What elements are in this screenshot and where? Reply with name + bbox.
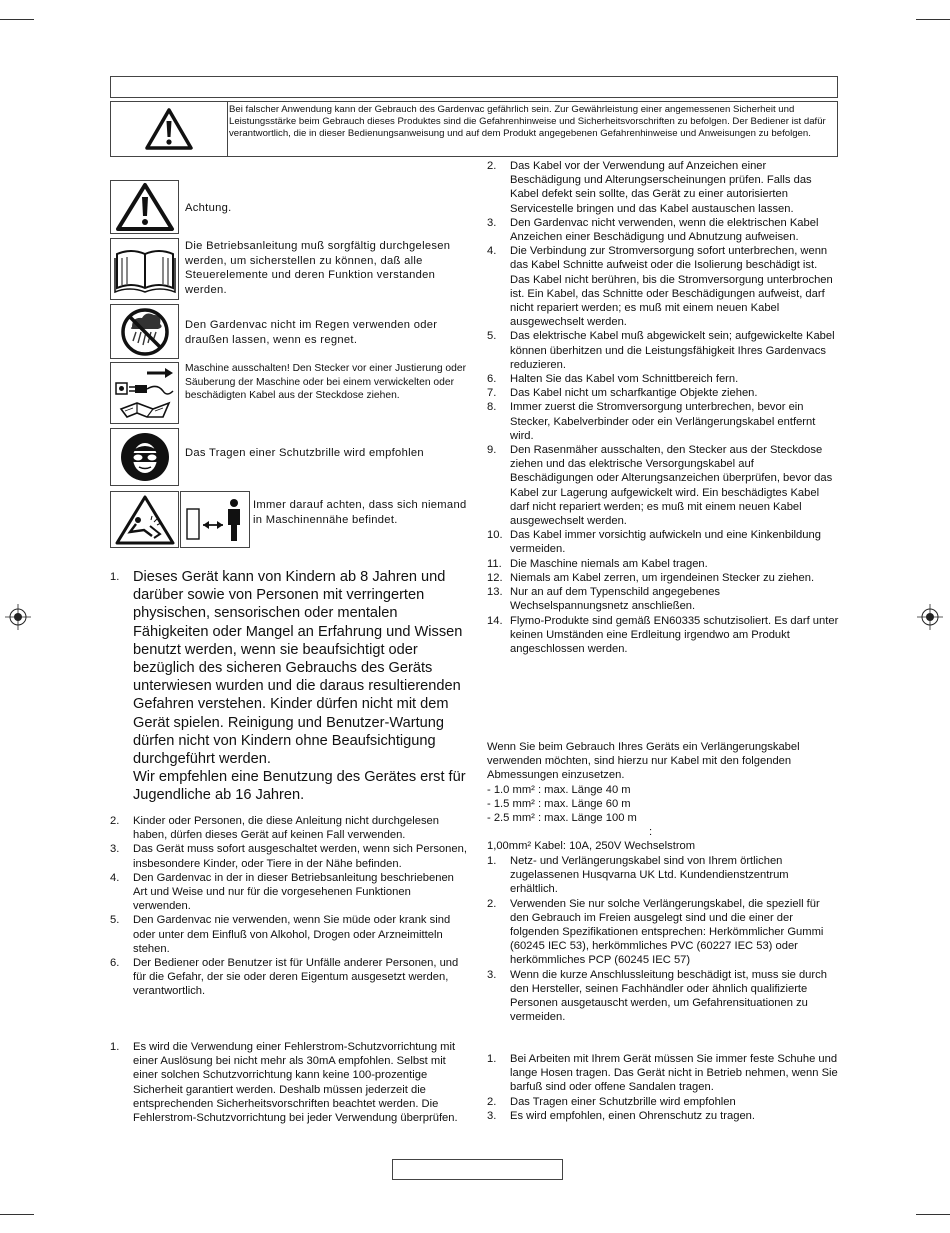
- registration-mark-icon: [5, 604, 31, 630]
- symbol-hazard: [110, 491, 179, 548]
- protective-clothing-list: [487, 1052, 839, 1123]
- symbol-distance: [180, 491, 250, 548]
- crop-mark: [916, 1214, 950, 1215]
- list-item: 3. Es wird empfohlen, einen Ohrenschutz zu tragen.: [487, 1109, 756, 1122]
- list-item: 8. Immer zuerst die Stromversorgung unterbrechen, bevor ein Stecker, Kabelverbinder oder ein Verlängerungskabel entfernt wird.: [487, 401, 816, 442]
- symbol-goggles-text: Das Tragen einer Schutzbrille wird empfohlen: [185, 447, 424, 459]
- list-item: 5. Das elektrische Kabel muß abgewickelt sein; aufgewickelte Kabel können überhitzen und die Leistungsfähigkeit Ihres Gardenvacs reduzieren.: [487, 330, 835, 371]
- list-item: 1. Netz- und Verlängerungskabel sind von Ihrem örtlichen zugelassenen Husqvarna UK Ltd. Kundendienstzentrum erhältlich.: [487, 855, 789, 896]
- extension-size-1: - 1.0 mm² : max. Länge 40 m: [487, 784, 631, 796]
- electrical-safety-list: [110, 1040, 470, 1125]
- general-warning-text: Bei falscher Anwendung kann der Gebrauch des Gardenvac gefährlich sein. Zur Gewährleistung einer angemessenen Sicherheit und Leistungsstärke beim Gebrauch dieses Produktes sind die Gefahrenhinweise und Sicherheitsvorschriften zu befolgen. Der Bediener ist dafür verantwortlich, die in dieser Bedienungsanweisung und auf dem Produkt angegebenen Gefahrenhinweise und Anweisungen zu befolgen.: [229, 104, 826, 140]
- list-item: 5. Den Gardenvac nie verwenden, wenn Sie müde oder krank sind oder unter dem Einfluß von Alkohol, Drogen oder Arzneimitteln stehen.: [110, 914, 451, 955]
- list-item: 2. Das Tragen einer Schutzbrille wird empfohlen: [487, 1095, 736, 1108]
- warning-triangle-icon: [145, 108, 193, 150]
- symbol-unplug: [110, 362, 179, 424]
- list-item: 6. Der Bediener oder Benutzer ist für Unfälle anderer Personen, und für die Gefahr, der sie oder deren Eigentum ausgesetzt werden, verantwortlich.: [110, 957, 459, 998]
- unplug-icon: [113, 365, 177, 421]
- symbol-goggles: [110, 428, 179, 486]
- crop-mark: [916, 19, 950, 20]
- page-number-box: [392, 1159, 563, 1180]
- symbol-manual-text: Die Betriebsanleitung muß sorgfältig durchgelesen werden, um sicherstellen zu können, daß alle Steuerelemente und deren Funktion verstanden werden.: [185, 240, 451, 296]
- symbol-warning: [110, 180, 179, 234]
- list-item: 1. Bei Arbeiten mit Ihrem Gerät müssen Sie immer feste Schuhe und lange Hosen tragen. Das Gerät nicht in Betrieb nehmen, wenn Sie barfuß sind oder offene Sandalen tragen.: [487, 1053, 838, 1094]
- extension-size-3: - 2.5 mm² : max. Länge 100 m: [487, 812, 637, 824]
- symbol-no-rain-text: Den Gardenvac nicht im Regen verwenden oder draußen lassen, wenn es regnet.: [185, 319, 438, 346]
- cable-spec: 1,00mm² Kabel: 10A, 250V Wechselstrom: [487, 840, 696, 852]
- list-item: 4. Den Gardenvac in der in dieser Betriebsanleitung beschriebenen Art und Weise und nur für die vorgesehenen Funktionen verwenden.: [110, 871, 454, 913]
- warning-triangle-icon: [115, 182, 175, 232]
- section-header-bar: [110, 76, 838, 98]
- crop-mark: [0, 19, 34, 20]
- list-item: 10. Das Kabel immer vorsichtig aufwickeln und eine Kinkenbildung vermeiden.: [487, 529, 821, 556]
- list-item: 2. Verwenden Sie nur solche Verlängerungskabel, die speziell für den Gebrauch im Freien ausgelegt sind und die einer der folgenden Spezifikationen entsprechen: Herkömmlicher Gummi (60245 IEC 53), herkömmliches PVC (60227 IEC 53) oder herkömmliches PCP (60245 IEC 57): [487, 897, 824, 967]
- warning-icon-cell: [111, 102, 228, 156]
- list-item: 12. Niemals am Kabel zerren, um irgendeinen Stecker zu ziehen.: [487, 571, 815, 584]
- general-safety-list: [110, 568, 470, 805]
- general-warning-box: [110, 101, 838, 157]
- list-item: 3. Wenn die kurze Anschlussleitung beschädigt ist, muss sie durch den Hersteller, seinen Fachhändler oder ähnlich qualifizierte Personen ausgetauscht werden, um Gefahrensituationen zu vermeiden.: [487, 968, 827, 1024]
- list-item: 7. Das Kabel nicht um scharfkantige Objekte ziehen.: [487, 387, 758, 400]
- list-item: 3. Das Gerät muss sofort ausgeschaltet werden, wenn sich Personen, insbesondere Kinder, oder Tiere in der Nähe befinden.: [110, 843, 467, 870]
- extension-size-2: - 1.5 mm² : max. Länge 60 m: [487, 798, 631, 810]
- list-item: 13. Nur an auf dem Typenschild angegebenes Wechselspannungsnetz anschließen.: [487, 586, 721, 613]
- symbol-manual: [110, 238, 179, 300]
- extension-cable-intro: Wenn Sie beim Gebrauch Ihres Geräts ein Verlängerungskabel verwenden möchten, sind hierzu nur Kabel mit den folgenden Abmessungen einzusetzen.: [487, 741, 800, 782]
- list-item: 3. Den Gardenvac nicht verwenden, wenn die elektrischen Kabel Anzeichen einer Beschädigung und Abnutzung aufweisen.: [487, 216, 819, 244]
- safety-goggles-icon: [119, 431, 171, 483]
- no-rain-icon: [120, 307, 170, 357]
- symbol-distance-text: Immer darauf achten, dass sich niemand in Maschinennähe befindet.: [253, 499, 467, 526]
- book-icon: [113, 242, 177, 296]
- colon-mark: :: [649, 826, 653, 838]
- supply-cable-list: [487, 854, 839, 1024]
- symbol-unplug-text: Maschine ausschalten! Den Stecker vor einer Justierung oder Säuberung der Maschine oder bei einem verwickelten oder beschädigten Kabel aus der Steckdose ziehen.: [185, 363, 467, 402]
- symbol-no-rain: [110, 304, 179, 359]
- list-item: 1. Es wird die Verwendung einer Fehlerstrom-Schutzvorrichtung mit einer Auslösung bei nicht mehr als 30mA empfohlen. Selbst mit einer solchen Schutzvorrichtung kann keine 100-prozentige Sicherheit garantiert werden. Deshalb müssen jederzeit die entsprechenden Sicherheitsvorschriften beachtet werden. Die Fehlerstrom-Schutzvorrichtung bei jeder Verwendung überprüfen.: [110, 1041, 458, 1125]
- list-item: 2. Kinder oder Personen, die diese Anleitung nicht durchgelesen haben, dürfen dieses Gerät auf keinen Fall verwenden.: [110, 815, 440, 842]
- list-item: 4. Die Verbindung zur Stromversorgung sofort unterbrechen, wenn das Kabel Schnitte aufweist oder die Isolierung beschädigt ist. Das Kabel nicht berühren, bis die Stromversorgung unterbrochen ist. Ein Kabel, das Schnitte oder Beschädigungen aufweist, darf nicht repariert werden; es muß mit einem neuen Kabel ausgewechselt werden.: [487, 245, 833, 329]
- list-item: 1. Dieses Gerät kann von Kindern ab 8 Jahren und darüber sowie von Personen mit verringerten physischen, sensorischen oder mentalen Fähigkeiten oder Mangel an Erfahrung und Wissen benutzt werden, wenn sie beaufsichtigt oder bezüglich des sicheren Gebrauchs des Geräts unterwiesen wurden und die daraus resultierenden Gefahren verstehen. Kinder dürfen nicht mit dem Gerät spielen. Reinigung und Benutzer-Wartung dürfen nicht von Kindern ohne Beaufsichtigung durchgeführt werden. Wir empfehlen eine Benutzung des Gerätes erst für Jugendliche ab 16 Jahren.: [110, 569, 466, 804]
- registration-mark-icon: [917, 604, 943, 630]
- keep-distance-icon: [183, 495, 247, 545]
- list-item: 14. Flymo-Produkte sind gemäß EN60335 schutzisoliert. Es darf unter keinen Umständen eine Erdleitung irgendwo am Produkt angeschlossen werden.: [487, 614, 839, 655]
- symbol-warning-text: Achtung.: [185, 202, 232, 214]
- list-item: 9. Den Rasenmäher ausschalten, den Stecker aus der Steckdose ziehen und das elektrische Versorgungskabel auf Beschädigungen oder Alterungsanzeichen überprüfen, bevor das Kabel zur Lagerung aufgewickelt wird. Ein beschädigtes Kabel darf nicht repariert werden; es muß mit einem neuen Kabel ausgewechselt werden.: [487, 444, 833, 528]
- list-item: 2. Das Kabel vor der Verwendung auf Anzeichen einer Beschädigung und Alterungserscheinungen prüfen. Falls das Kabel defekt sein sollte, das Gerät zu einer autorisierten Servicestelle bringen und das Kabel austauschen lassen.: [487, 160, 812, 215]
- hazard-triangle-icon: [114, 494, 176, 546]
- crop-mark: [0, 1214, 34, 1215]
- general-safety-list-continued: [110, 814, 470, 999]
- cable-safety-list: [487, 159, 839, 656]
- list-item: 6. Halten Sie das Kabel vom Schnittbereich fern.: [487, 373, 739, 386]
- list-item: 11. Die Maschine niemals am Kabel tragen.: [487, 557, 708, 570]
